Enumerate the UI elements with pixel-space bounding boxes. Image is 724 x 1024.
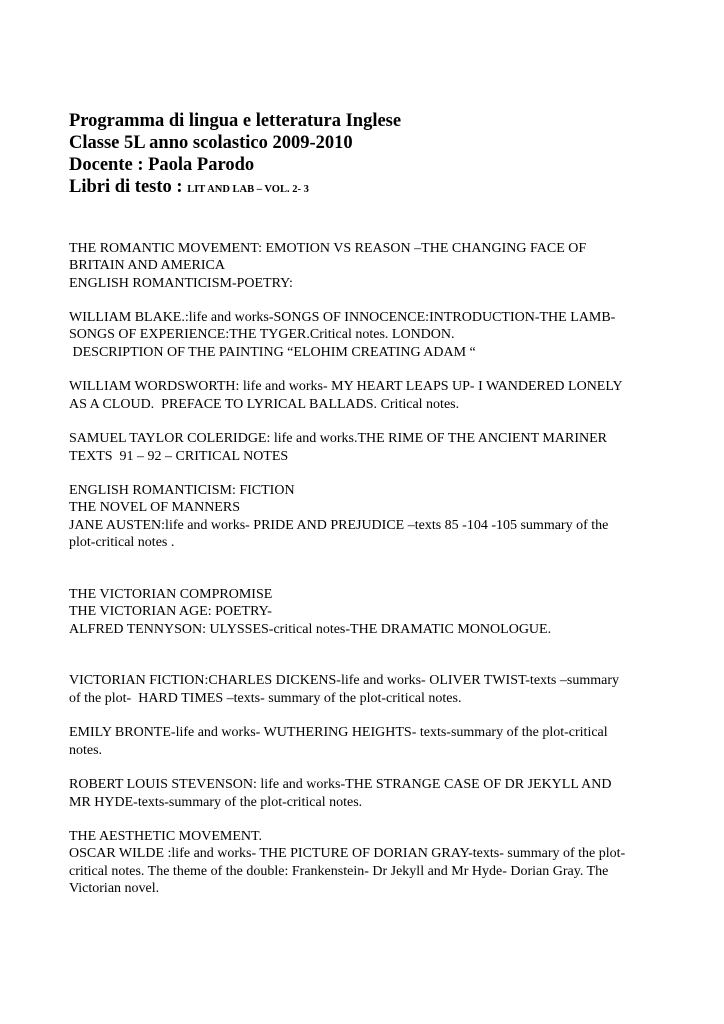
section-wordsworth — [69, 378, 669, 413]
text-line: THE AESTHETIC MOVEMENT. — [69, 829, 262, 845]
textbooks-titles: LIT AND LAB – VOL. 2- 3 — [187, 184, 309, 195]
section-coleridge — [69, 430, 669, 465]
section-oscar-wilde — [69, 828, 669, 897]
document-header — [69, 110, 669, 201]
text-line: WILLIAM WORDSWORTH: life and works- MY HEART LEAPS UP- I WANDERED LONELY — [69, 379, 623, 395]
text-line: SAMUEL TAYLOR COLERIDGE: life and works.THE RIME OF THE ANCIENT MARINER — [69, 431, 607, 447]
text-line: ENGLISH ROMANTICISM-POETRY: — [69, 275, 293, 291]
text-line: notes. — [69, 742, 103, 758]
text-line: MR HYDE-texts-summary of the plot-critical notes. — [69, 794, 363, 810]
text-line: ROBERT LOUIS STEVENSON: life and works-THE STRANGE CASE OF DR JEKYLL AND — [69, 777, 612, 793]
section-dickens — [69, 672, 669, 707]
textbooks-line — [69, 176, 669, 201]
text-line: EMILY BRONTE-life and works- WUTHERING HEIGHTS- texts-summary of the plot-critical — [69, 725, 608, 741]
text-line: SONGS OF EXPERIENCE:THE TYGER.Critical notes. LONDON. — [69, 327, 455, 343]
text-line: VICTORIAN FICTION:CHARLES DICKENS-life and works- OLIVER TWIST-texts –summary — [69, 673, 619, 689]
text-line: BRITAIN AND AMERICA — [69, 258, 225, 274]
text-line: ENGLISH ROMANTICISM: FICTION — [69, 483, 295, 499]
section-stevenson — [69, 776, 669, 811]
text-line: DESCRIPTION OF THE PAINTING “ELOHIM CREATING ADAM “ — [69, 344, 476, 360]
section-jane-austen — [69, 482, 669, 551]
programme-title: Programma di lingua e letteratura Inglese — [69, 111, 402, 131]
text-line: THE VICTORIAN COMPROMISE — [69, 586, 273, 602]
teacher-name: Docente : Paola Parodo — [69, 155, 255, 175]
text-line: OSCAR WILDE :life and works- THE PICTURE OF DORIAN GRAY-texts- summary of the plot- — [69, 846, 626, 862]
text-line: THE ROMANTIC MOVEMENT: EMOTION VS REASON –THE CHANGING FACE OF — [69, 241, 587, 256]
text-line: AS A CLOUD. PREFACE TO LYRICAL BALLADS. Critical notes. — [69, 396, 460, 412]
text-line: plot-critical notes . — [69, 535, 175, 551]
section-victorian-poetry — [69, 586, 669, 638]
text-line: critical notes. The theme of the double: Frankenstein- Dr Jekyll and Mr Hyde- Dorian Gray. The — [69, 863, 609, 879]
text-line: TEXTS 91 – 92 – CRITICAL NOTES — [69, 448, 289, 464]
text-line: ALFRED TENNYSON: ULYSSES-critical notes-THE DRAMATIC MONOLOGUE. — [69, 621, 552, 637]
textbooks-label: Libri di testo : — [69, 177, 188, 197]
document-body — [69, 240, 669, 897]
section-william-blake — [69, 309, 669, 361]
text-line: JANE AUSTEN:life and works- PRIDE AND PREJUDICE –texts 85 -104 -105 summary of the — [69, 517, 609, 533]
class-year: Classe 5L anno scolastico 2009-2010 — [69, 133, 353, 153]
section-emily-bronte — [69, 724, 669, 759]
text-line: Victorian novel. — [69, 880, 160, 896]
text-line: THE NOVEL OF MANNERS — [69, 500, 240, 516]
text-line: THE VICTORIAN AGE: POETRY- — [69, 604, 272, 620]
section-romantic-movement — [69, 240, 669, 292]
text-line: WILLIAM BLAKE.:life and works-SONGS OF INNOCENCE:INTRODUCTION-THE LAMB- — [69, 310, 616, 326]
text-line: of the plot- HARD TIMES –texts- summary of the plot-critical notes. — [69, 690, 462, 706]
